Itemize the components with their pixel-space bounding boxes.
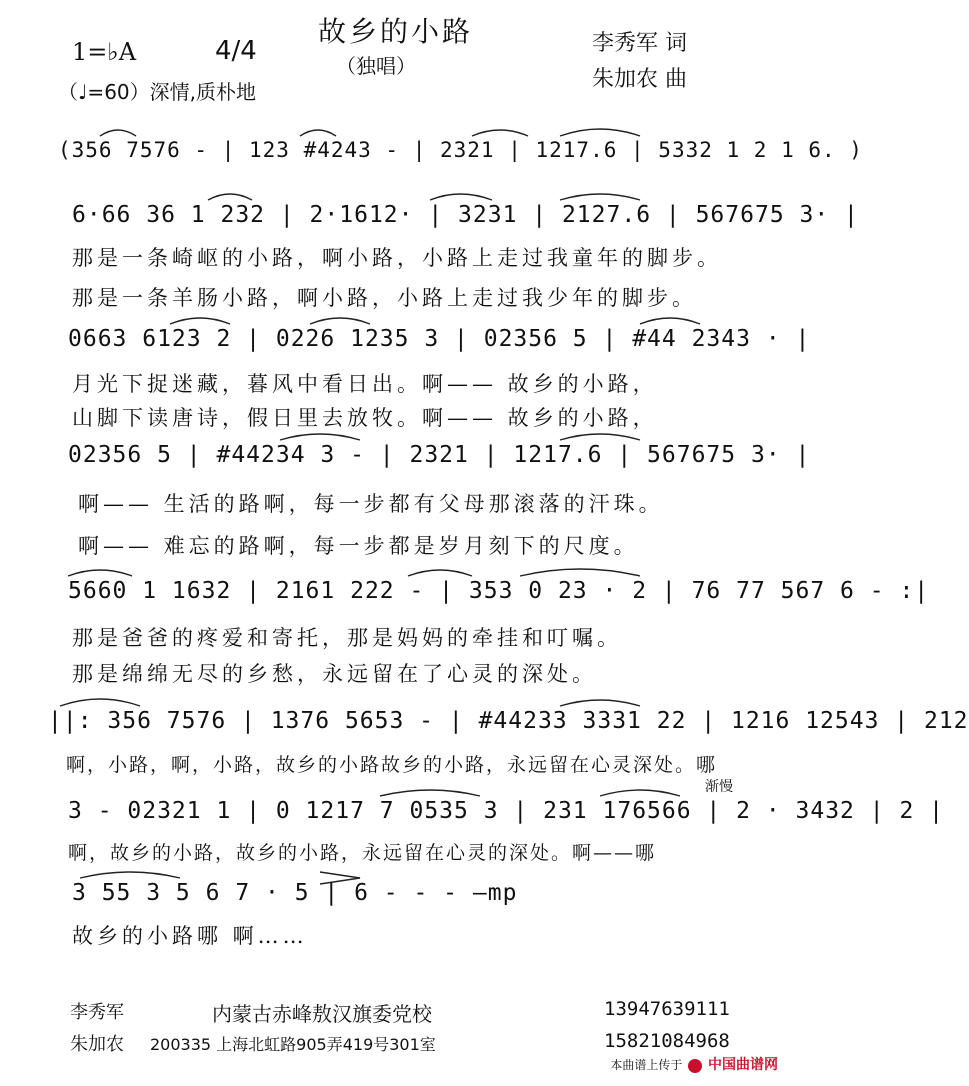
contact-address-1: 内蒙古赤峰敖汉旗委党校	[212, 1002, 432, 1026]
line7-lyric: 故乡的小路哪 啊……	[72, 924, 308, 948]
ritardando-marking: 渐慢	[705, 779, 733, 795]
contact-address-2: 200335 上海北虹路905弄419号301室	[150, 1035, 436, 1054]
composer-credit: 朱加农 曲	[592, 67, 687, 92]
line4-notes: 5660 1 1632 | 2161 222 - | 353 0 23 · 2 | 76 77 567 6 - :|	[68, 578, 930, 604]
site-logo-icon	[688, 1059, 702, 1073]
line2-notes: 0663 6123 2 | 0226 1235 3 | 02356 5 | #44 2343 · |	[68, 326, 811, 352]
song-subtitle: （独唱）	[336, 54, 416, 78]
line6-lyric: 啊，故乡的小路，故乡的小路，永远留在心灵的深处。啊——哪	[68, 842, 657, 864]
tempo-marking: （♩=60）深情,质朴地	[58, 80, 256, 104]
line1-lyric-verse2: 那是一条羊肠小路，啊小路，小路上走过我少年的脚步。	[72, 286, 697, 310]
contact-phone-1: 13947639111	[604, 998, 730, 1020]
line4-lyric-verse1: 那是爸爸的疼爱和寄托，那是妈妈的牵挂和叮嘱。	[72, 626, 622, 650]
song-title: 故乡的小路	[318, 15, 474, 48]
prelude-notes: (356 7576 - | 123 #4243 - | 2321 | 1217.6 | 5332 1 2 1 6. )	[58, 138, 863, 162]
contact-name-2: 朱加农	[70, 1034, 124, 1055]
line1-notes: 6·66 36 1 232 | 2·1612· | 3231 | 2127.6 | 567675 3· |	[72, 202, 859, 228]
line3-lyric-verse1: 啊—— 生活的路啊，每一步都有父母那滚落的汗珠。	[78, 492, 664, 516]
contact-phone-2: 15821084968	[604, 1030, 730, 1052]
line5-notes: ||: 356 7576 | 1376 5653 - | #44233 3331 22 | 1216 12543 | 212	[48, 708, 969, 734]
line5-lyric: 啊，小路，啊，小路，故乡的小路故乡的小路，永远留在心灵深处。哪	[66, 754, 718, 776]
key-signature: 1=♭A	[72, 38, 137, 66]
line1-lyric-verse1: 那是一条崎岖的小路，啊小路，小路上走过我童年的脚步。	[72, 246, 722, 270]
line6-notes: 3 - 02321 1 | 0 1217 7 0535 3 | 231 176566 | 2 · 3432 | 2 |	[68, 798, 944, 824]
upload-watermark	[610, 1054, 778, 1074]
line2-lyric-verse1: 月光下捉迷藏，暮风中看日出。啊—— 故乡的小路，	[72, 372, 658, 396]
line3-notes: 02356 5 | #44234 3 - | 2321 | 1217.6 | 567675 3· |	[68, 442, 811, 468]
time-signature: 4/4	[215, 36, 257, 66]
lyricist-credit: 李秀军 词	[592, 31, 687, 56]
contact-name-1: 李秀军	[70, 1002, 124, 1023]
line3-lyric-verse2: 啊—— 难忘的路啊，每一步都是岁月刻下的尺度。	[78, 534, 639, 558]
upload-note: 本曲谱上传于	[610, 1058, 683, 1072]
line2-lyric-verse2: 山脚下读唐诗，假日里去放牧。啊—— 故乡的小路，	[72, 406, 658, 430]
site-name: 中国曲谱网	[708, 1057, 778, 1073]
line7-notes: 3 55 3 5 6 7 · 5 | 6 - - - —mp	[72, 880, 518, 906]
line4-lyric-verse2: 那是绵绵无尽的乡愁，永远留在了心灵的深处。	[72, 662, 597, 686]
